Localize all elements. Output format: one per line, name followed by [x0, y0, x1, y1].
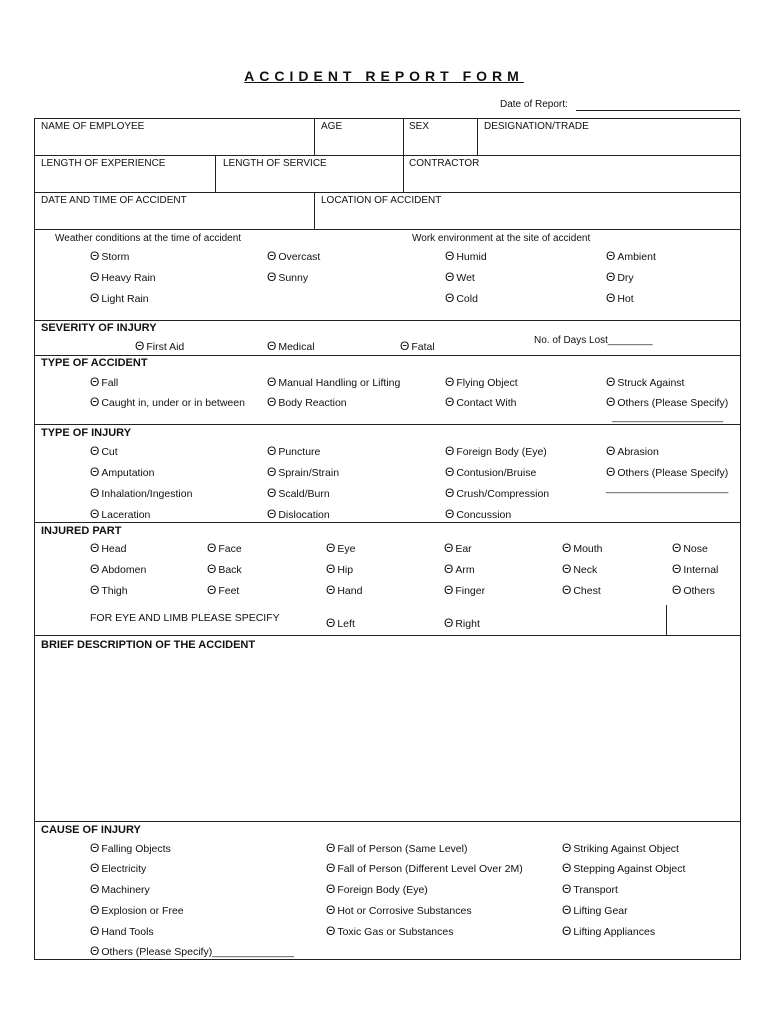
option-cut[interactable]: Θ Cut [90, 444, 118, 458]
option-humid[interactable]: Θ Humid [445, 249, 487, 263]
date-of-report-field[interactable] [576, 110, 740, 111]
option-medical[interactable]: Θ Medical [267, 339, 315, 353]
divider [34, 320, 741, 321]
option-crush[interactable]: Θ Crush/Compression [445, 486, 550, 500]
option-first-aid[interactable]: Θ First Aid [135, 339, 185, 353]
option-lifting-gear[interactable]: Θ Lifting Gear [562, 903, 628, 917]
option-explosion[interactable]: Θ Explosion or Free [90, 903, 184, 917]
divider [34, 821, 741, 822]
location-field[interactable]: LOCATION OF ACCIDENT [321, 195, 442, 206]
option-face[interactable]: Θ Face [207, 541, 242, 555]
option-inhalation[interactable]: Θ Inhalation/Ingestion [90, 486, 193, 500]
option-finger[interactable]: Θ Finger [444, 583, 486, 597]
divider [34, 635, 741, 636]
option-internal[interactable]: Θ Internal [672, 562, 719, 576]
option-striking-against[interactable]: Θ Striking Against Object [562, 841, 679, 855]
option-ambient[interactable]: Θ Ambient [606, 249, 656, 263]
sex-field[interactable]: SEX [409, 121, 430, 132]
divider [215, 155, 216, 192]
option-fall-different-level[interactable]: Θ Fall of Person (Different Level Over 2M) [326, 861, 523, 875]
option-contusion[interactable]: Θ Contusion/Bruise [445, 465, 537, 479]
option-fall[interactable]: Θ Fall [90, 375, 119, 389]
option-contact-with[interactable]: Θ Contact With [445, 395, 517, 409]
option-others-injury[interactable]: Θ Others (Please Specify) [606, 465, 729, 479]
option-stepping-against[interactable]: Θ Stepping Against Object [562, 861, 686, 875]
option-left[interactable]: Θ Left [326, 616, 355, 630]
option-eye[interactable]: Θ Eye [326, 541, 356, 555]
option-heavy-rain[interactable]: Θ Heavy Rain [90, 270, 156, 284]
option-hand-tools[interactable]: Θ Hand Tools [90, 924, 154, 938]
days-lost-field[interactable]: No. of Days Lost________ [534, 335, 653, 346]
option-wet[interactable]: Θ Wet [445, 270, 475, 284]
option-amputation[interactable]: Θ Amputation [90, 465, 155, 479]
divider [666, 605, 667, 635]
option-abrasion[interactable]: Θ Abrasion [606, 444, 659, 458]
option-puncture[interactable]: Θ Puncture [267, 444, 321, 458]
option-mouth[interactable]: Θ Mouth [562, 541, 603, 555]
divider [403, 118, 404, 192]
option-manual-handling[interactable]: Θ Manual Handling or Lifting [267, 375, 401, 389]
divider [314, 118, 315, 155]
option-dry[interactable]: Θ Dry [606, 270, 634, 284]
divider [34, 522, 741, 523]
others-accident-blank[interactable]: ____________________ [612, 412, 724, 423]
option-transport[interactable]: Θ Transport [562, 882, 618, 896]
option-caught-in[interactable]: Θ Caught in, under or in between [90, 395, 245, 409]
option-flying-object[interactable]: Θ Flying Object [445, 375, 518, 389]
option-body-reaction[interactable]: Θ Body Reaction [267, 395, 347, 409]
option-concussion[interactable]: Θ Concussion [445, 507, 512, 521]
form-title: ACCIDENT REPORT FORM [244, 68, 524, 84]
option-hot-corrosive[interactable]: Θ Hot or Corrosive Substances [326, 903, 472, 917]
option-machinery[interactable]: Θ Machinery [90, 882, 150, 896]
others-injury-blank[interactable]: ______________________ [606, 483, 729, 494]
length-of-experience-field[interactable]: LENGTH OF EXPERIENCE [41, 158, 166, 169]
option-fall-same-level[interactable]: Θ Fall of Person (Same Level) [326, 841, 468, 855]
option-chest[interactable]: Θ Chest [562, 583, 601, 597]
option-struck-against[interactable]: Θ Struck Against [606, 375, 685, 389]
option-hip[interactable]: Θ Hip [326, 562, 354, 576]
option-right[interactable]: Θ Right [444, 616, 480, 630]
option-others-part[interactable]: Θ Others [672, 583, 715, 597]
option-fatal[interactable]: Θ Fatal [400, 339, 435, 353]
option-foreign-body-cause[interactable]: Θ Foreign Body (Eye) [326, 882, 428, 896]
option-toxic-gas[interactable]: Θ Toxic Gas or Substances [326, 924, 454, 938]
divider [314, 192, 315, 229]
option-others-cause[interactable]: Θ Others (Please Specify)______________ [90, 944, 294, 958]
option-light-rain[interactable]: Θ Light Rain [90, 291, 149, 305]
option-sunny[interactable]: Θ Sunny [267, 270, 309, 284]
divider [34, 229, 741, 230]
description-textarea[interactable] [40, 655, 735, 817]
type-of-injury-heading: TYPE OF INJURY [41, 427, 132, 439]
option-foreign-body-eye[interactable]: Θ Foreign Body (Eye) [445, 444, 547, 458]
option-ear[interactable]: Θ Ear [444, 541, 472, 555]
contractor-field[interactable]: CONTRACTOR [409, 158, 480, 169]
option-scald[interactable]: Θ Scald/Burn [267, 486, 330, 500]
severity-heading: SEVERITY OF INJURY [41, 322, 157, 334]
option-others-accident[interactable]: Θ Others (Please Specify) [606, 395, 729, 409]
option-electricity[interactable]: Θ Electricity [90, 861, 147, 875]
option-abdomen[interactable]: Θ Abdomen [90, 562, 147, 576]
option-lifting-appliances[interactable]: Θ Lifting Appliances [562, 924, 656, 938]
option-arm[interactable]: Θ Arm [444, 562, 475, 576]
work-environment-label: Work environment at the site of accident [412, 233, 591, 244]
cause-heading: CAUSE OF INJURY [41, 824, 141, 836]
option-laceration[interactable]: Θ Laceration [90, 507, 151, 521]
option-storm[interactable]: Θ Storm [90, 249, 130, 263]
length-of-service-field[interactable]: LENGTH OF SERVICE [223, 158, 327, 169]
eye-limb-specify-label: FOR EYE AND LIMB PLEASE SPECIFY [90, 612, 280, 624]
weather-label: Weather conditions at the time of accident [55, 233, 242, 244]
option-sprain[interactable]: Θ Sprain/Strain [267, 465, 340, 479]
option-feet[interactable]: Θ Feet [207, 583, 240, 597]
option-head[interactable]: Θ Head [90, 541, 127, 555]
option-neck[interactable]: Θ Neck [562, 562, 598, 576]
divider [477, 118, 478, 155]
divider [34, 424, 741, 425]
name-of-employee-field[interactable]: NAME OF EMPLOYEE [41, 121, 145, 132]
description-heading: BRIEF DESCRIPTION OF THE ACCIDENT [41, 639, 256, 651]
option-nose[interactable]: Θ Nose [672, 541, 708, 555]
divider [34, 355, 741, 356]
date-time-field[interactable]: DATE AND TIME OF ACCIDENT [41, 195, 187, 206]
divider [34, 155, 741, 156]
age-field[interactable]: AGE [321, 121, 343, 132]
option-hand[interactable]: Θ Hand [326, 583, 363, 597]
option-dislocation[interactable]: Θ Dislocation [267, 507, 330, 521]
option-back[interactable]: Θ Back [207, 562, 242, 576]
option-hot[interactable]: Θ Hot [606, 291, 634, 305]
divider [34, 192, 741, 193]
option-overcast[interactable]: Θ Overcast [267, 249, 321, 263]
date-of-report-label: Date of Report: [500, 99, 568, 110]
option-falling-objects[interactable]: Θ Falling Objects [90, 841, 171, 855]
type-of-accident-heading: TYPE OF ACCIDENT [41, 357, 148, 369]
injured-part-heading: INJURED PART [41, 525, 122, 537]
option-thigh[interactable]: Θ Thigh [90, 583, 128, 597]
option-cold[interactable]: Θ Cold [445, 291, 478, 305]
designation-field[interactable]: DESIGNATION/TRADE [484, 121, 589, 132]
